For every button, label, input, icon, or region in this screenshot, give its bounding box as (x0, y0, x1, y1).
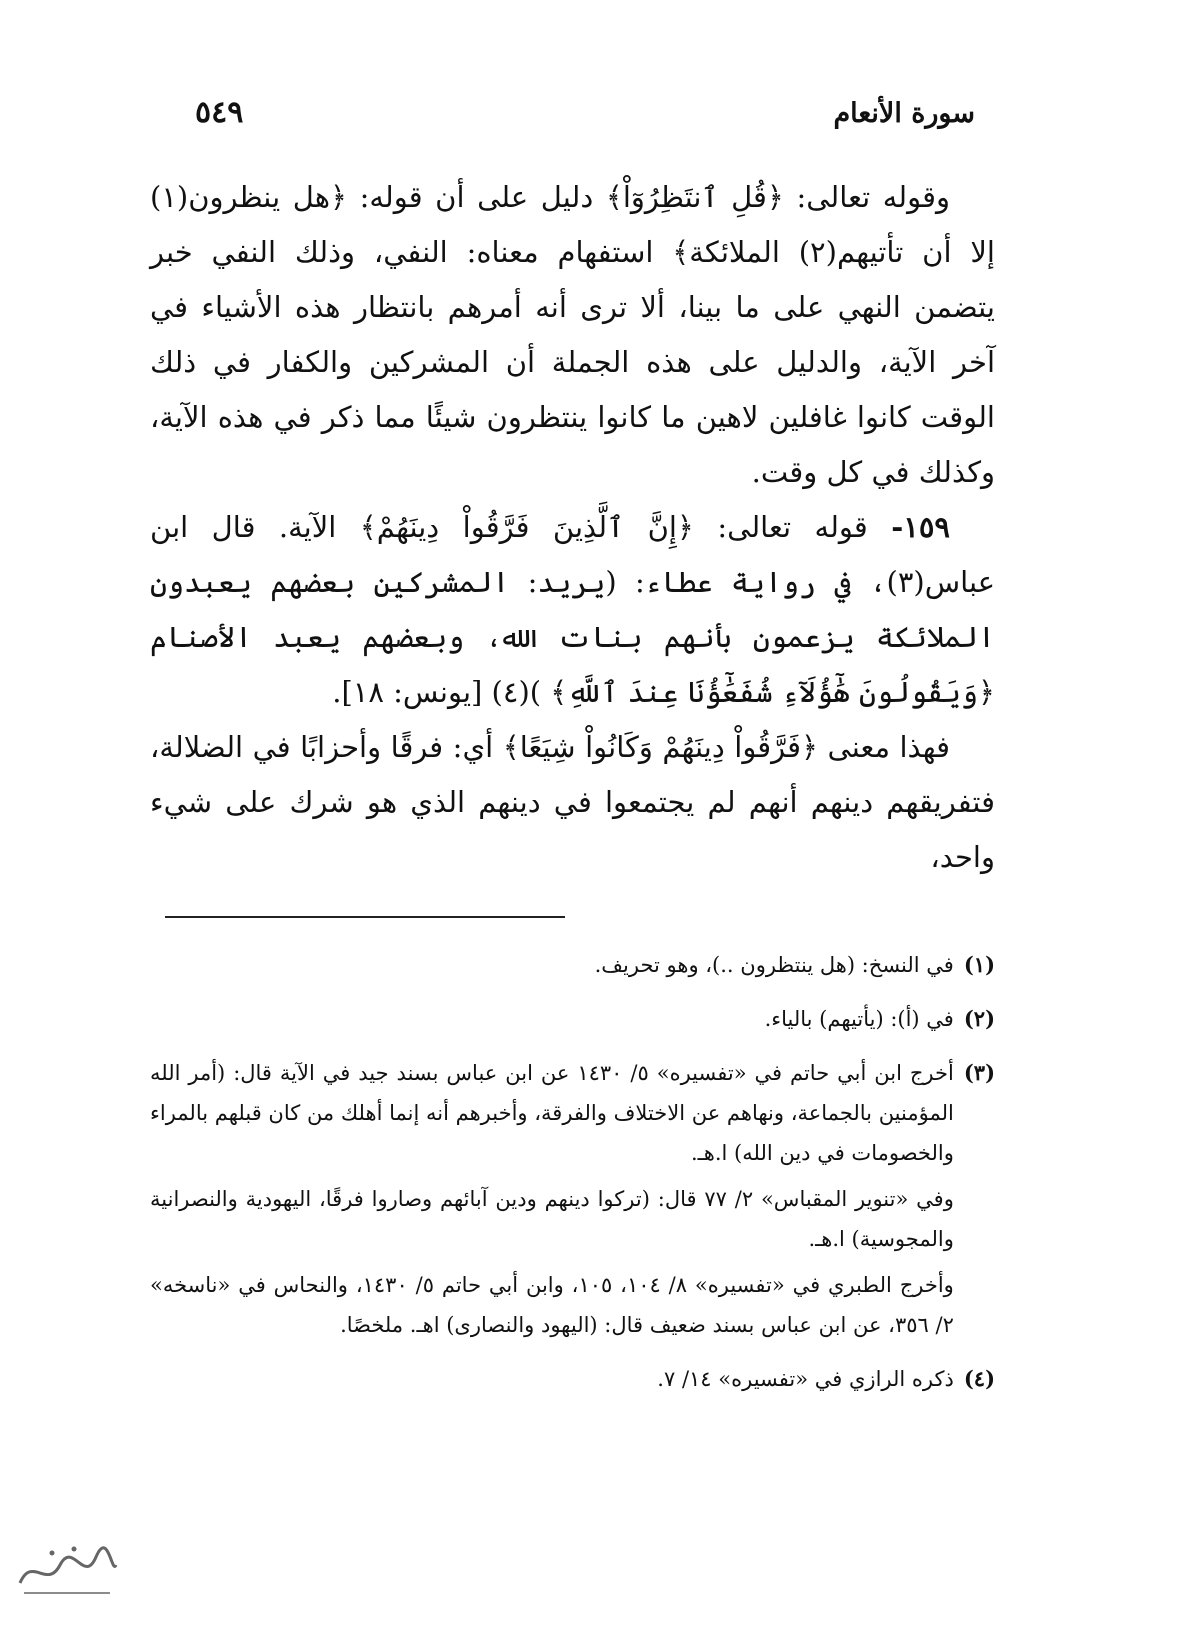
footnote-text: وأخرج الطبري في «تفسيره» ٨/ ١٠٤، ١٠٥، وابن أبي حاتم ٥/ ١٤٣٠، والنحاس في «ناسخه» ٢/ ٣٥٦، عن ابن عباس بسند ضعيف قال: (اليهود والنصارى) اهـ. ملخصًا. (150, 1273, 954, 1337)
paragraph-1: وقوله تعالى: ﴿قُلِ ٱنتَظِرُوٓاْ﴾ دليل على أن قوله: ﴿هل ينظرون(١) إلا أن تأتيهم(٢) الملائكة﴾ استفهام معناه: النفي، وذلك النفي خبر يتضمن النهي على ما بينا، ألا ترى أنه أمرهم بانتظار هذه الأشياء في آخر الآية، والدليل على هذه الجملة أن المشركين والكفار في ذلك الوقت كانوا غافلين لاهين ما كانوا ينتظرون شيئًا مما ذكر في هذه الآية، وكذلك في كل وقت. (150, 180, 995, 489)
footnote-number: (٣) (963, 1060, 995, 1085)
footnote-3 (150, 1053, 995, 1351)
page-number: ٥٤٩ (195, 95, 244, 130)
footnote-text: في النسخ: (هل ينتظرون ..)، وهو تحريف. (594, 953, 954, 977)
footnote-text: وفي «تنوير المقباس» ٢/ ٧٧ قال: (تركوا دينهم ودين آبائهم وصاروا فرقًا، اليهودية والنصرانية والمجوسية) ا.هـ. (150, 1187, 954, 1251)
footnote-text: ذكره الرازي في «تفسيره» ١٤/ ٧. (657, 1367, 954, 1391)
footnote-text: في (أ): (يأتيهم) بالياء. (764, 1007, 954, 1031)
footnote-number: (٤) (963, 1366, 995, 1391)
footnote-number: (٢) (963, 1006, 995, 1031)
footnote-4 (150, 1359, 995, 1405)
footnote-1 (150, 945, 995, 991)
footnote-number: (١) (963, 952, 995, 977)
verse-number: ١٥٩- (891, 510, 950, 544)
footnote-divider (165, 916, 565, 918)
page-header (195, 95, 975, 130)
footnote-text: أخرج ابن أبي حاتم في «تفسيره» ٥/ ١٤٣٠ عن ابن عباس بسند جيد في الآية قال: (أمر الله المؤمنين بالجماعة، ونهاهم عن الاختلاف والفرقة، وأخبرهم أنه إنما أهلك من كان قبلهم بالمراء والخصومات في دين الله) ا.هـ. (150, 1061, 954, 1165)
main-text (150, 170, 995, 885)
paragraph-2 (150, 500, 995, 720)
surah-title: سورة الأنعام (833, 98, 975, 129)
paragraph-3: فهذا معنى ﴿فَرَّقُواْ دِينَهُمْ وَكَانُواْ شِيَعًا﴾ أي: فرقًا وأحزابًا في الضلالة، فتفريقهم دينهم أنهم لم يجتمعوا في دينهم الذي هو شرك على شيء واحد، (150, 730, 995, 874)
publisher-logo-stamp (12, 1535, 122, 1605)
footnotes (150, 945, 995, 1413)
footnote-2 (150, 999, 995, 1045)
paragraph-2-text: قوله تعالى: ﴿إِنَّ ٱلَّذِينَ فَرَّقُواْ دِينَهُمْ﴾ الآية. قال ابن عباس(٣)، في رواية عطاء: (يريد: المشركين بعضهم يعبدون الملائكة يزعمون بأنهم بنات الله، وبعضهم يعبد الأصنام ﴿وَيَقُولُونَ هَٰٓؤُلَآءِ شُفَعَٰٓؤُنَا عِندَ ٱللَّهِ﴾ )(٤) [يونس: ١٨]. (150, 510, 995, 709)
